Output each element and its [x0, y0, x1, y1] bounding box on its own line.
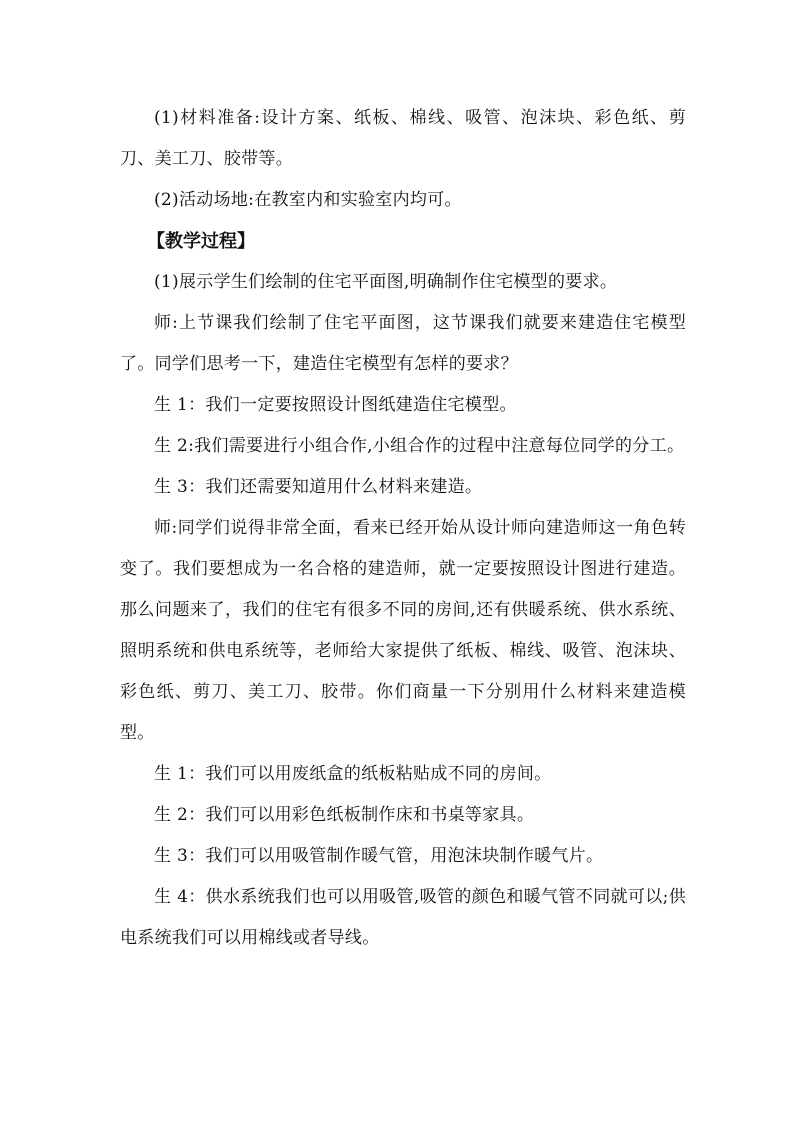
paragraph-student-3: 生 3：我们还需要知道用什么材料来建造。	[154, 477, 483, 497]
paragraph-venue: (2)活动场地:在教室内和实验室内均可。	[154, 190, 462, 210]
paragraph-student-2b: 生 2：我们可以用彩色纸板制作床和书桌等家具。	[154, 805, 535, 825]
paragraph-student-4: 生 4：供水系统我们也可以用吸管,吸管的颜色和暖气管不同就可以;供电系统我们可以用棉线或者导线。	[120, 887, 686, 948]
paragraph-teacher-1: 师:上节课我们绘制了住宅平面图，这节课我们就要来建造住宅模型了。同学们思考一下，建造住宅模型有怎样的要求？	[120, 313, 686, 374]
paragraph-student-2: 生 2:我们需要进行小组合作,小组合作的过程中注意每位同学的分工。	[154, 436, 685, 456]
paragraph-student-3b: 生 3：我们可以用吸管制作暖气管，用泡沫块制作暖气片。	[154, 846, 604, 866]
paragraph-step-1: (1)展示学生们绘制的住宅平面图,明确制作住宅模型的要求。	[154, 272, 618, 292]
document-body	[120, 98, 686, 959]
paragraph-materials: (1)材料准备:设计方案、纸板、棉线、吸管、泡沫块、彩色纸、剪刀、美工刀、胶带等。	[120, 108, 686, 169]
section-heading-teaching-process: 【教学过程】	[147, 231, 255, 252]
paragraph-teacher-2: 师:同学们说得非常全面，看来已经开始从设计师向建造师这一角色转变了。我们要想成为一名合格的建造师，就一定要按照设计图进行建造。那么问题来了，我们的住宅有很多不同的房间,还有供暖系统、供水系统、照明系统和供电系统等，老师给大家提供了纸板、棉线、吸管、泡沫块、彩色纸、剪刀、美工刀、胶带。你们商量一下分别用什么材料来建造模型。	[120, 518, 686, 743]
paragraph-student-1b: 生 1：我们可以用废纸盒的纸板粘贴成不同的房间。	[154, 764, 552, 784]
paragraph-student-1: 生 1：我们一定要按照设计图纸建造住宅模型。	[154, 395, 517, 415]
